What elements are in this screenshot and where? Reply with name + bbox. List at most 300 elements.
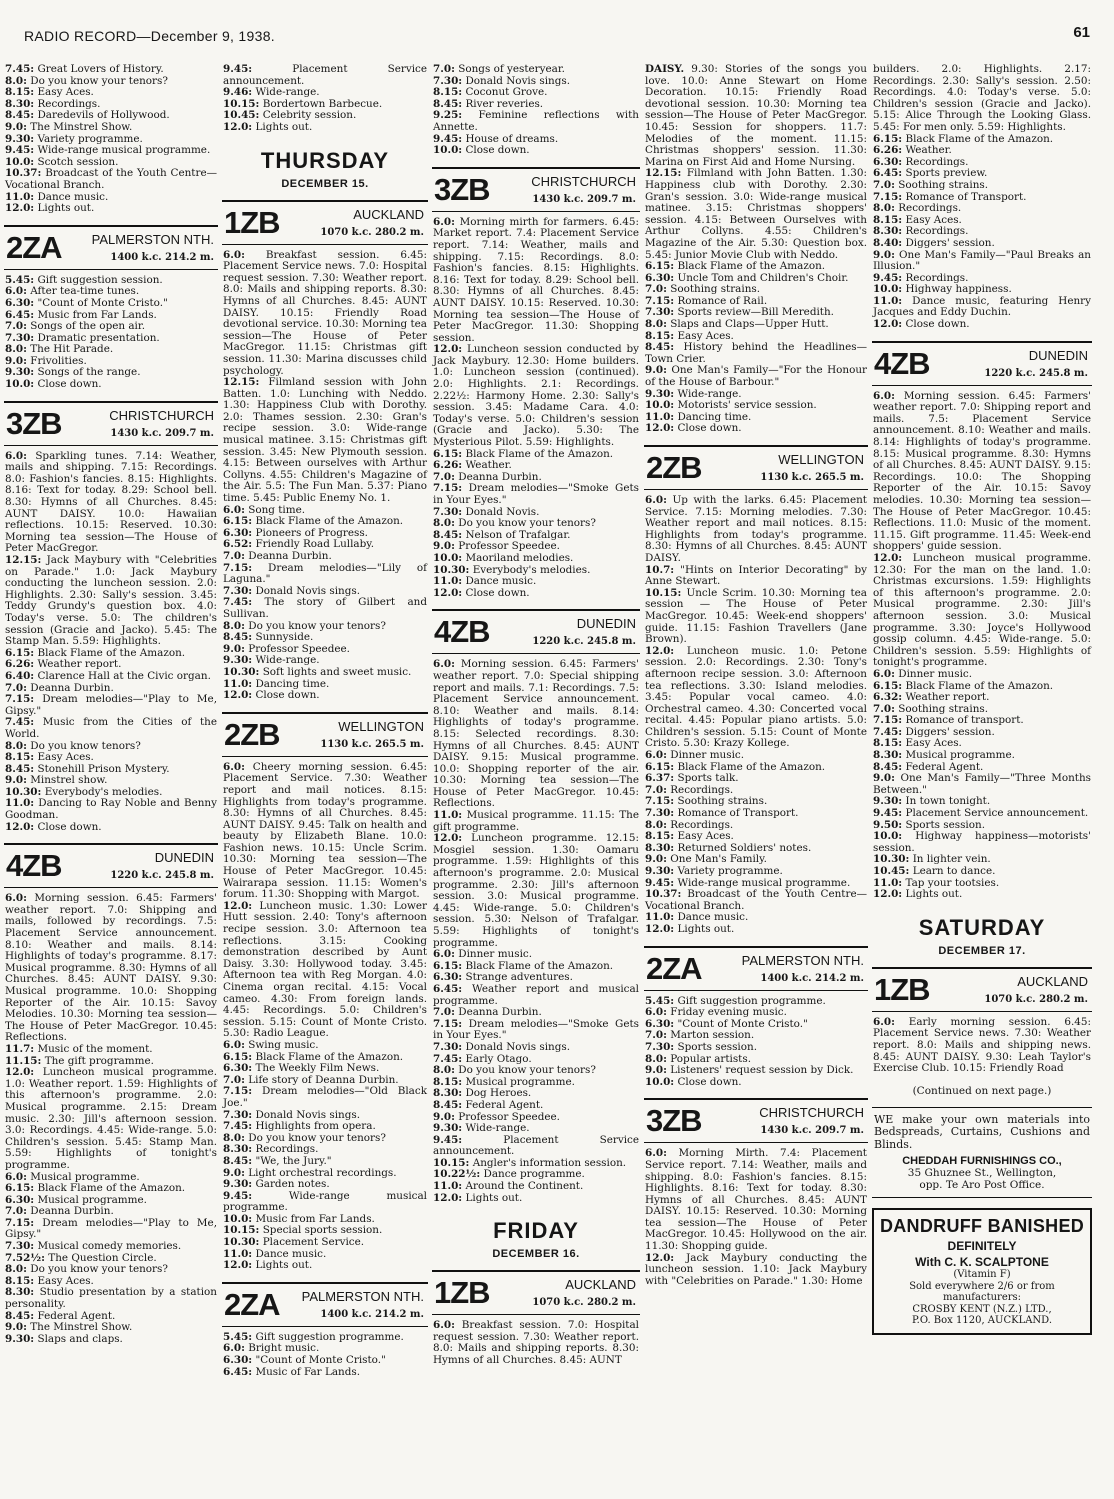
programme-entry: [432, 1181, 640, 1193]
entry-time: 6.45:: [223, 1365, 253, 1378]
day-name: FRIDAY: [493, 1218, 579, 1244]
entry-time: 9.45:: [5, 144, 35, 157]
station-header: [432, 609, 640, 654]
programme-entry: [222, 690, 428, 702]
entry-text: Do you know your tenors?: [30, 74, 168, 87]
entry-text: Cheery morning session. 6.45: Placement Service. 7.30: Weather report and mail notices. 8.15: Highlights from today's programme. 8.30: Hymns of all Churches. 8.45: AUNT DAISY. 9.45: Talk on health and beauty by Elizabeth Blane. 10.0: Fashion news. 10.15: Uncle Scrim. 10.30: Morning tea session—The House of Peter MacGregor. 10.45: Wairarapa session. 11.15: Women's forum. 11.30: Shopping with Margot.: [223, 760, 427, 901]
entry-time: 8.45:: [5, 762, 35, 775]
programme-entry: [872, 250, 1092, 273]
programme-entry: [432, 1193, 640, 1205]
entry-time: 6.30:: [223, 526, 253, 539]
station-header: [644, 1098, 868, 1143]
entry-time: 12.0:: [645, 922, 675, 935]
entry-time: 7.0:: [5, 681, 27, 694]
entry-time: 8.15:: [5, 1274, 35, 1287]
entry-text: Do you know tenors?: [30, 739, 141, 752]
entry-time: 9.0:: [645, 853, 667, 866]
entry-text: builders. 2.0: Highlights. 2.17: Recordings. 2.30: Sally's session. 2.50: Recordings. 4.0: Today's verse. 5.0: Children's session (Gracie and Jacko). 5.15: Alice Through the Looking Glass. 5.45: For men only. 5.59: Highlights.: [873, 64, 1091, 133]
entry-time: 9.45:: [433, 132, 463, 145]
entry-time: 6.26:: [873, 144, 903, 157]
entry-text: Weather.: [905, 144, 952, 157]
station-callsign: 2ZA: [6, 229, 62, 265]
entry-time: 6.30:: [5, 1193, 35, 1206]
programme-entry: [222, 377, 428, 505]
entry-time: 6.0:: [5, 285, 27, 298]
listing-block: [872, 967, 1092, 1075]
entry-time: 10.0:: [5, 378, 35, 391]
station-city: CHRISTCHURCH: [109, 407, 214, 423]
station-city: PALMERSTON NTH.: [741, 952, 864, 968]
entry-text: Musical programme.: [37, 1193, 147, 1206]
entry-time: 9.0:: [5, 774, 27, 787]
entry-time: 10.30:: [223, 1236, 260, 1249]
programme-entry: [4, 893, 218, 1044]
station-callsign: 1ZB: [434, 1275, 490, 1311]
entry-text: Professor Speedee.: [458, 540, 560, 553]
entry-time: 6.40:: [5, 669, 35, 682]
entry-text: Black Flame of the Amazon.: [905, 132, 1054, 145]
entry-time: 9.45:: [873, 807, 903, 820]
station-callsign: 3ZB: [646, 1103, 702, 1139]
entry-text: Lights out.: [37, 202, 95, 215]
entry-time: 8.45:: [223, 1154, 253, 1167]
entry-text: Federal Agent.: [905, 760, 984, 773]
station-callsign: 2ZB: [224, 716, 280, 752]
entry-text: Celebrity session.: [262, 109, 357, 122]
entry-time: 8.0:: [645, 318, 667, 331]
entry-time: 7.30:: [223, 1108, 253, 1121]
entry-time: 8.30:: [5, 97, 35, 110]
entry-time: 9.30:: [645, 387, 675, 400]
entry-time: 7.30:: [645, 306, 675, 319]
listing-block: [644, 445, 868, 936]
entry-text: Daredevils of Hollywood.: [37, 109, 170, 122]
listing-block: [432, 64, 640, 157]
entry-time: 6.0:: [873, 667, 895, 680]
station-callsign: 3ZB: [6, 405, 62, 441]
entry-time: 12.0:: [223, 120, 253, 133]
entry-time: 6.26:: [433, 459, 463, 472]
entry-time: 8.0:: [645, 818, 667, 831]
entry-time: 7.0:: [873, 702, 895, 715]
entry-time: 8.0:: [5, 1263, 27, 1276]
listing-block: [872, 1208, 1092, 1335]
entry-time: 6.0:: [645, 494, 667, 506]
entry-time: 6.15:: [5, 646, 35, 659]
entry-time: 8.0:: [5, 739, 27, 752]
entry-text: Up with the larks. 6.45: Placement Service. 7.15: Morning melodies. 7.30: Weather report and mail notices. 8.15: Highlights from today's programme. 8.30: Hymns of all Churches. 8.45: AUNT DAISY.: [645, 494, 867, 564]
entry-text: Around the Continent.: [465, 1180, 584, 1193]
programme-entry: [872, 319, 1092, 331]
entry-text: Everybody's melodies.: [472, 563, 591, 576]
station-frequency: 1220 k.c. 245.8 m.: [984, 367, 1088, 379]
entry-text: Jack Maybury with "Celebrities on Parade." 1.0: Jack Maybury conducting the luncheon session. 2.0: Highlights. 2.30: Sally's session. 3.45: Teddy Grundy's question box. 4.0: Today's verse. 5.0: The children's session (Gracie and Jacko). 5.45: The Stamp Man. 5.59: Highlights.: [5, 554, 217, 648]
entry-text: One Man's Family—"For the Honour of the House of Barbour.": [645, 364, 867, 389]
entry-text: After tea-time tunes.: [30, 285, 140, 298]
entry-time: 6.0:: [873, 389, 895, 402]
entry-time: 12.15:: [5, 554, 42, 566]
entry-time: 10.37:: [5, 167, 42, 180]
entry-time: 6.30:: [645, 1017, 675, 1030]
entry-time: 12.0:: [223, 899, 253, 912]
programme-entry: [432, 659, 640, 810]
entry-time: 8.0:: [873, 202, 895, 215]
entry-text: Broadcast of the Youth Centre—Vocational Branch.: [645, 888, 867, 912]
entry-text: Dancing time.: [677, 410, 752, 423]
entry-time: DAISY.: [645, 64, 685, 75]
entry-time: 7.45:: [223, 596, 253, 609]
station-header: [4, 401, 218, 446]
station-city: WELLINGTON: [778, 452, 864, 467]
entry-text: Sports preview.: [905, 167, 988, 180]
entry-time: 6.0:: [223, 1038, 245, 1051]
entry-time: 8.30:: [873, 749, 903, 762]
entry-time: 11.0:: [5, 190, 35, 203]
entry-text: Donald Novis sings.: [255, 1108, 361, 1121]
entry-text: Music from Far Lands.: [37, 308, 157, 321]
entry-text: Do you know your tenors?: [248, 619, 386, 632]
entry-time: 7.0:: [645, 283, 667, 296]
column-4: [644, 64, 868, 1494]
entry-text: Sports review—Bill Meredith.: [677, 306, 834, 319]
entry-time: 12.0:: [645, 644, 675, 657]
entry-text: Friday evening music.: [670, 1006, 787, 1019]
listing-block: [872, 341, 1092, 901]
entry-text: One Man's Family.: [670, 853, 767, 866]
entry-time: 10.0:: [645, 399, 675, 412]
entry-time: 9.45:: [223, 64, 253, 75]
entry-time: 7.45:: [5, 716, 35, 729]
listing-block: [4, 843, 218, 1345]
entry-time: 6.0:: [223, 248, 245, 261]
entry-time: 7.15:: [645, 795, 675, 808]
entry-text: Federal Agent.: [465, 1098, 544, 1111]
entry-time: 6.0:: [5, 892, 27, 905]
entry-text: Professor Speedee.: [248, 642, 350, 655]
listing-block: [4, 401, 218, 834]
running-head: RADIO RECORD—December 9, 1938.: [24, 28, 275, 44]
programme-entry: [4, 451, 218, 555]
programme-entry: [4, 168, 218, 191]
entry-time: 8.30:: [223, 1143, 253, 1156]
station-city: DUNEDIN: [1028, 347, 1088, 363]
listing-block: [644, 1098, 868, 1287]
entry-text: Gift suggestion programme.: [677, 994, 826, 1007]
programme-entry: [4, 822, 218, 834]
entry-time: 7.15:: [645, 294, 675, 307]
listing-block: [432, 1218, 640, 1260]
day-date: DECEMBER 17.: [938, 944, 1026, 957]
entry-time: 11.15:: [5, 1054, 42, 1067]
station-city: WELLINGTON: [338, 718, 424, 734]
entry-text: Placement Service announcement.: [433, 1133, 639, 1158]
entry-time: 11.0:: [873, 294, 903, 307]
entry-time: 6.45:: [433, 982, 463, 995]
entry-text: Wide-range musical programme.: [223, 1189, 427, 1214]
entry-time: 7.30:: [645, 807, 675, 820]
entry-time: 6.45:: [5, 308, 35, 321]
programme-entry: [4, 379, 218, 391]
entry-text: Gift suggestion programme.: [255, 1330, 404, 1343]
programme-entry: [872, 391, 1092, 553]
entry-text: Luncheon music. 1.0: Petone session. 2.0: Recordings. 2.30: Tony's afternoon recipe session. 3.0: Afternoon tea reflections. 3.30: Island melodies. 3.45: Popular vocal cameo. 4.0: Orchestral cameo. 4.30: Concerted vocal recital. 4.45: Popular piano artists. 5.0: Children's session. 5.15: Count of Monte Cristo. 5.30: Krazy Kollege.: [645, 644, 867, 750]
entry-time: 10.0:: [645, 1075, 675, 1088]
entry-time: 6.30:: [433, 971, 463, 984]
ad-subhead: DEFINITELY: [947, 1239, 1017, 1254]
entry-time: 8.45:: [433, 1098, 463, 1111]
programme-entry: [432, 810, 640, 833]
entry-text: Jack Maybury conducting the luncheon session. 1.10: Jack Maybury with "Celebrities on Parade." 1.30: Home: [645, 1251, 867, 1287]
entry-time: 8.0:: [433, 517, 455, 530]
entry-text: Dinner music.: [670, 749, 745, 762]
entry-time: 9.46:: [223, 86, 253, 99]
programme-entry: [222, 64, 428, 87]
station-city: CHRISTCHURCH: [759, 1105, 864, 1121]
entry-time: 6.15:: [645, 260, 675, 273]
entry-time: 10.22½:: [433, 1168, 481, 1181]
entry-text: Songs of the open air.: [30, 320, 146, 333]
entry-time: 7.15:: [873, 714, 903, 727]
entry-text: Feminine reflections with Annette.: [433, 109, 639, 133]
entry-text: "Count of Monte Cristo.": [255, 1354, 386, 1367]
station-frequency: 1130 k.c. 265.5 m.: [320, 738, 424, 750]
entry-time: 7.0:: [5, 320, 27, 333]
station-city: PALMERSTON NTH.: [91, 231, 214, 247]
entry-time: 8.40:: [873, 236, 903, 249]
listing-block: [222, 200, 428, 702]
entry-time: 8.45:: [433, 97, 463, 110]
programme-entry: [644, 365, 868, 388]
entry-time: 10.0:: [5, 155, 35, 168]
programme-entry: [432, 984, 640, 1007]
entry-time: 10.37:: [645, 888, 682, 901]
programme-entry: [432, 1320, 640, 1366]
entry-text: Dancing to Ray Noble and Benny Goodman.: [5, 797, 217, 822]
entry-time: 8.0:: [433, 1064, 455, 1077]
column-2: [222, 64, 428, 1494]
entry-time: 11.0:: [645, 911, 675, 924]
ad-address: P.O. Box 1120, AUCKLAND.: [911, 1315, 1053, 1327]
entry-time: 12.0:: [433, 1191, 463, 1204]
listing-block: [222, 1282, 428, 1378]
entry-text: Variety programme.: [677, 865, 783, 877]
entry-text: Morning session. 6.45: Farmers' weather report. 7.0: Special shipping report and mails. 7.1: Recordings. 7.5: Placement Service announcement. 8.10: Weather and mails. 8.14: Highlights of today's programme. 8.15: Selected recordings. 8.30: Hymns of all Churches. 8.45: AUNT DAISY. 9.15: Musical programme. 10.0: Shopping reporter of the air. 10.30: Morning tea session—The House of Peter MacGregor. 10.45: Reflections.: [433, 658, 639, 810]
entry-time: 12.0:: [5, 202, 35, 215]
programme-entry: [872, 296, 1092, 319]
entry-time: 6.15:: [433, 447, 463, 460]
entry-time: 6.0:: [5, 1170, 27, 1183]
ad-product: With C. K. SCALPTONE: [915, 1255, 1049, 1270]
entry-time: 12.0:: [873, 888, 903, 901]
entry-time: 9.0:: [5, 1321, 27, 1334]
entry-text: Do you know your tenors?: [30, 1263, 168, 1276]
entry-time: 10.0:: [223, 1212, 253, 1225]
ad-headline: DANDRUFF BANISHED: [879, 1216, 1085, 1237]
entry-time: 7.30:: [433, 74, 463, 87]
entry-text: Recordings.: [905, 271, 969, 284]
entry-time: 7.0:: [645, 783, 667, 796]
entry-text: Lights out.: [677, 922, 735, 935]
entry-time: 9.30:: [873, 795, 903, 808]
entry-text: Close down.: [255, 689, 320, 702]
entry-time: 7.30:: [433, 1040, 463, 1053]
entry-text: Soothing strains.: [670, 283, 761, 296]
entry-text: Swing music.: [248, 1038, 319, 1051]
page-header: [24, 14, 1090, 50]
entry-text: Minstrel show.: [30, 774, 108, 787]
entry-text: Easy Aces.: [37, 751, 94, 764]
entry-time: 8.45:: [223, 631, 253, 644]
entry-time: 8.45:: [645, 341, 675, 354]
entry-text: Highlights from opera.: [255, 1120, 376, 1133]
entry-time: 12.0:: [5, 1066, 35, 1079]
programme-entry: [644, 495, 868, 565]
entry-text: Easy Aces.: [677, 329, 734, 342]
entry-time: 5.45:: [5, 273, 35, 286]
entry-time: 9.0:: [223, 642, 245, 655]
entry-text: Weather report and musical programme.: [433, 982, 639, 1007]
entry-time: 6.0:: [645, 1147, 667, 1160]
entry-text: Luncheon programme. 12.15: Mosgiel session. 1.30: Oamaru programme. 1.59: Highlights of this afternoon's programme. 2.0: Musical programme. 2.30: Jill's afternoon session. 3.0: Musical programme. 4.45: Wide-range. 5.0: Children's session. 5.30: Nelson of Trafalgar. 5.59: Highlights of tonight's programme.: [433, 832, 639, 949]
entry-text: Broadcast of the Youth Centre—Vocational Branch.: [5, 167, 217, 191]
entry-text: Breakfast session. 7.0: Hospital request session. 7.30: Weather report. 8.0: Mails and shipping reports. 8.30: Hymns of all Churches. 8.45: AUNT: [433, 1319, 639, 1367]
entry-text: Soothing strains.: [898, 178, 989, 191]
entry-text: Donald Novis sings.: [465, 1040, 571, 1053]
entry-text: Tap your tootsies.: [905, 876, 1000, 889]
station-city: PALMERSTON NTH.: [301, 1288, 424, 1304]
entry-text: One Man's Family—"Paul Breaks an Illusion.": [873, 248, 1091, 273]
entry-time: 11.0:: [433, 1180, 463, 1193]
entry-time: 6.26:: [5, 658, 35, 671]
entry-time: 8.15:: [433, 1075, 463, 1088]
entry-time: 8.15:: [5, 751, 35, 764]
programme-entry: [222, 901, 428, 1040]
entry-time: 9.45:: [645, 876, 675, 889]
entry-time: 9.0:: [223, 1166, 245, 1179]
entry-time: 12.0:: [5, 820, 35, 833]
entry-text: Nelson of Trafalgar.: [465, 528, 571, 541]
entry-text: Breakfast session. 6.45: Placement Service news. 7.0: Hospital request session. 7.30: Weather report. 8.0: Mails and shipping reports. 8.30: Hymns of all Churches. 8.45: AUNT DAISY. 10.15: Friendly Road devotional service. 10.30: Morning tea session—The House of Peter MacGregor. 11.15: Christmas gift session. 11.30: Marina discusses child psychology.: [223, 248, 428, 377]
entry-time: 6.0:: [433, 948, 455, 961]
entry-text: Diggers' session.: [905, 236, 995, 249]
entry-time: 9.50:: [873, 818, 903, 831]
entry-text: Songs of yesteryear.: [458, 64, 565, 75]
entry-text: Pioneers of Progress.: [255, 526, 368, 539]
programme-entry: [432, 1042, 640, 1054]
entry-text: Easy Aces.: [677, 830, 734, 843]
programme-entry: [222, 762, 428, 901]
entry-time: 10.15:: [433, 1156, 470, 1169]
entry-text: History behind the Headlines—Town Crier.: [645, 341, 867, 365]
programme-entry: [872, 1017, 1092, 1075]
entry-text: Soothing strains.: [677, 795, 768, 808]
programme-entry: [872, 831, 1092, 854]
station-frequency: 1430 k.c. 209.7 m.: [110, 427, 214, 439]
listing-block: [4, 225, 218, 391]
entry-time: 6.0:: [223, 1342, 245, 1355]
entry-time: 11.0:: [223, 677, 253, 690]
entry-time: 7.0:: [433, 470, 455, 483]
station-city: AUCKLAND: [1017, 973, 1088, 989]
entry-text: Deanna Durbin.: [458, 1006, 542, 1019]
entry-text: Maoriland melodies.: [465, 551, 574, 564]
ad-address: 35 Ghuznee St., Wellington,: [907, 1167, 1057, 1180]
entry-time: 6.0:: [5, 449, 27, 462]
entry-time: 10.30:: [433, 563, 470, 576]
entry-time: 10.30:: [223, 665, 260, 678]
entry-time: 6.30:: [873, 155, 903, 168]
entry-time: 9.0:: [433, 540, 455, 553]
entry-text: Bordertown Barbecue.: [262, 97, 383, 110]
entry-text: Deanna Durbin.: [30, 681, 114, 694]
entry-time: 8.45:: [873, 760, 903, 773]
entry-time: 9.0:: [433, 1110, 455, 1123]
programme-entry: [644, 889, 868, 912]
entry-text: Light orchestral recordings.: [248, 1166, 397, 1179]
entry-text: Morning mirth for farmers. 6.45: Market report. 7.4: Placement Service report. 7.14: Weather, mails and shipping. 7.15: Recordings. 8.0: Fashion's fancies. 8.15: Highlights. 8.16: Text for today. 8.29: School bell. 8.30: Hymns of all Churches. 8.45: AUNT DAISY. 10.15: Reserved. 10.30: Morning tea session—The House of Peter MacGregor. 11.30: Shopping session.: [433, 215, 639, 344]
programme-entry: [4, 1067, 218, 1171]
entry-time: 6.37:: [645, 772, 675, 785]
entry-time: 8.15:: [433, 86, 463, 99]
entry-text: Black Flame of the Amazon.: [255, 1050, 404, 1063]
station-city: DUNEDIN: [154, 850, 214, 866]
entry-time: 8.30:: [433, 1087, 463, 1100]
station-city: DUNEDIN: [576, 616, 636, 632]
entry-time: 7.0:: [223, 1073, 245, 1086]
entry-time: 6.15:: [5, 1182, 35, 1195]
station-city: CHRISTCHURCH: [531, 173, 636, 189]
entry-text: Uncle Scrim. 10.30: Morning tea session — The House of Peter MacGregor. 10.45: Week-end shoppers' guide. 11.15: Fashion Travellers (Jane Brown).: [645, 586, 867, 646]
entry-text: Close down.: [677, 422, 742, 435]
entry-text: Easy Aces.: [37, 1274, 94, 1287]
programme-entry: [222, 1260, 428, 1272]
entry-text: Bright music.: [248, 1342, 320, 1355]
entry-text: Close down.: [37, 378, 102, 391]
entry-text: Strange adventures.: [465, 971, 573, 984]
programme-entry: [432, 588, 640, 600]
entry-time: 12.15:: [645, 167, 682, 180]
entry-text: 9.30: Stories of the songs you love. 10.0: Anne Stewart on Home Decoration. 10.15: Friendly Road devotional session. 10.30: Morning tea session—The House of Peter MacGregor. 10.45: Session for shoppers. 11.7: Melodies of the moment. 11.15: Christmas shoppers' session. 11.30: Marina on First Aid and Home Nursing.: [645, 64, 867, 168]
entry-text: Musical programme.: [465, 1075, 575, 1088]
entry-text: Uncle Tom and Children's Choir.: [677, 271, 849, 284]
entry-text: Returned Soldiers' notes.: [677, 841, 812, 854]
entry-text: Professor Speedee.: [458, 1110, 560, 1123]
entry-text: Dream melodies—"Smoke Gets in Your Eyes.": [433, 482, 640, 506]
programme-entry: [644, 168, 868, 261]
programme-entry: [872, 889, 1092, 901]
entry-text: Frivolities.: [30, 354, 87, 367]
entry-time: 10.15:: [223, 1224, 260, 1237]
entry-text: Wide-range musical programme.: [677, 876, 851, 889]
station-callsign: 4ZB: [6, 848, 62, 884]
entry-text: Musical programme. 11.15: The gift programme.: [433, 809, 639, 833]
entry-time: 6.15:: [223, 1050, 253, 1063]
entry-text: Romance of transport.: [905, 714, 1024, 727]
entry-text: Angler's information session.: [472, 1156, 627, 1169]
entry-time: 9.30:: [5, 132, 35, 145]
programme-entry: [222, 563, 428, 586]
entry-time: 7.0:: [873, 178, 895, 191]
programme-entry: [432, 145, 640, 157]
entry-text: Dramatic presentation.: [37, 331, 160, 344]
entry-time: 9.30:: [645, 865, 675, 877]
entry-time: 8.15:: [645, 329, 675, 342]
listing-block: [872, 915, 1092, 957]
programme-entry: [4, 717, 218, 740]
entry-time: 8.30:: [5, 1286, 35, 1299]
entry-time: 7.0:: [5, 1205, 27, 1218]
programme-entry: [4, 694, 218, 717]
